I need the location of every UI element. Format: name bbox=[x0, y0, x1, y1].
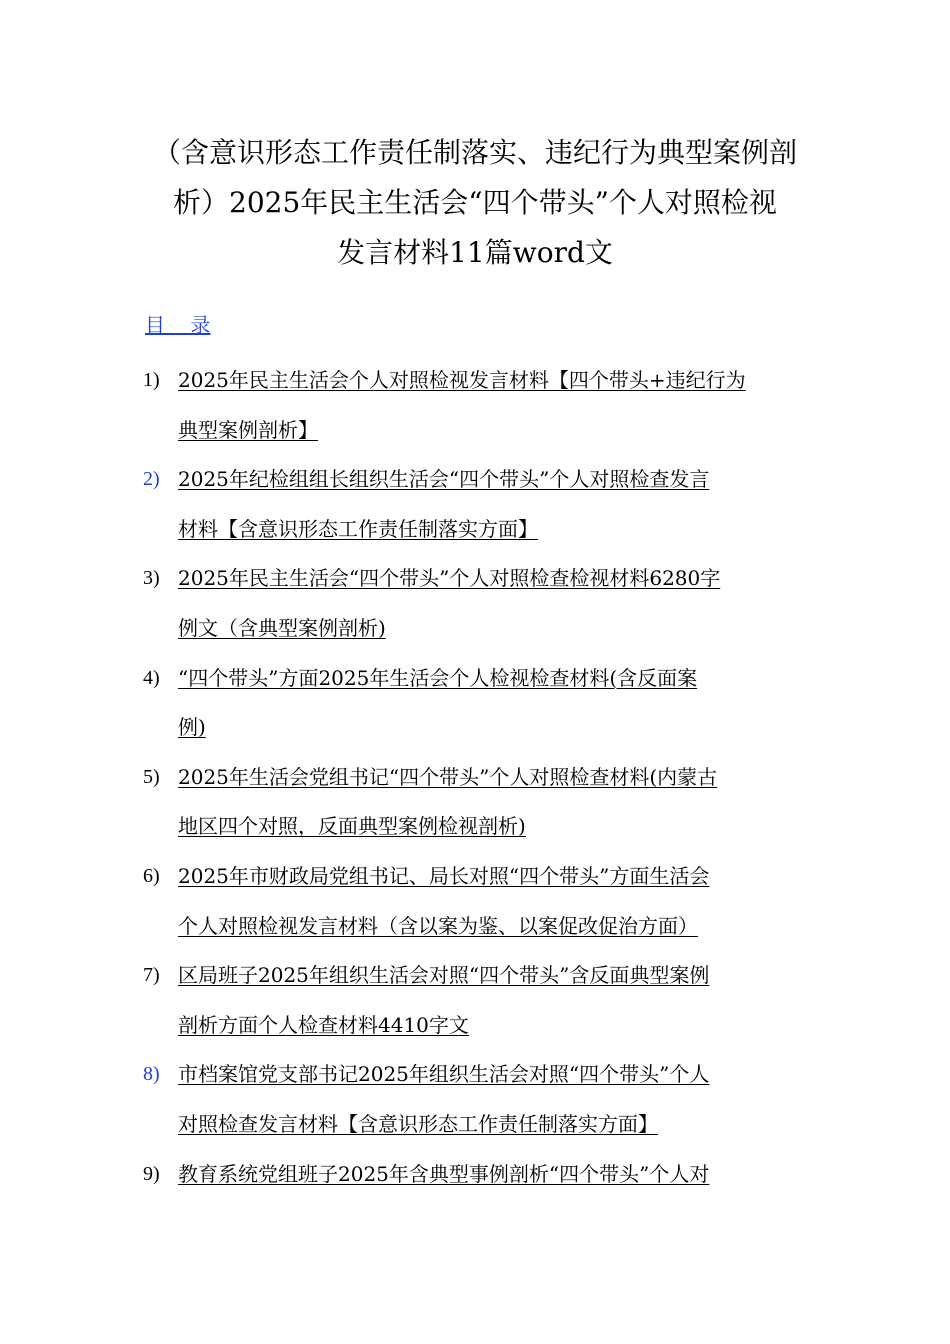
toc-link-4[interactable] bbox=[178, 654, 813, 753]
toc-item-2 bbox=[143, 455, 813, 554]
toc-link-line: 剖析方面个人检查材料4410字文 bbox=[178, 1012, 469, 1037]
toc-link-1[interactable] bbox=[178, 356, 813, 455]
document-title bbox=[130, 128, 820, 278]
toc-item-number: 2) bbox=[143, 468, 160, 491]
toc-link-5[interactable] bbox=[178, 753, 813, 852]
toc-link-8[interactable] bbox=[178, 1050, 813, 1149]
toc-link-line: 2025年民主生活会“四个带头”个人对照检查检视材料6280字 bbox=[178, 566, 721, 591]
toc-link-line: 例文（含典型案例剖析) bbox=[178, 615, 386, 640]
toc-link-7[interactable] bbox=[178, 951, 813, 1050]
toc-link-line: 个人对照检视发言材料（含以案为鉴、以案促改促治方面） bbox=[178, 913, 698, 938]
toc-link-line: “四个带头”方面2025年生活会个人检视检查材料(含反面案 bbox=[178, 665, 698, 690]
toc-link-line: 2025年生活会党组书记“四个带头”个人对照检查材料(内蒙古 bbox=[178, 764, 718, 789]
title-line-2: 析）2025年民主生活会“四个带头”个人对照检视 bbox=[173, 186, 777, 219]
toc-item-number: 3) bbox=[143, 567, 160, 590]
toc-link-line: 2025年民主生活会个人对照检视发言材料【四个带头+违纪行为 bbox=[178, 368, 746, 392]
toc-item-8 bbox=[143, 1050, 813, 1149]
toc-item-5 bbox=[143, 753, 813, 852]
title-line-3: 发言材料11篇word文 bbox=[337, 236, 613, 269]
toc-link-line: 2025年市财政局党组书记、局长对照“四个带头”方面生活会 bbox=[178, 863, 710, 888]
toc-item-4 bbox=[143, 654, 813, 753]
title-line-1: （含意识形态工作责任制落实、违纪行为典型案例剖 bbox=[152, 136, 797, 169]
toc-item-number: 4) bbox=[143, 666, 160, 689]
toc-link-9[interactable] bbox=[178, 1150, 813, 1200]
toc-link-line: 教育系统党组班子2025年含典型事例剖析“四个带头”个人对 bbox=[178, 1161, 710, 1186]
toc-link-3[interactable] bbox=[178, 554, 813, 653]
table-of-contents bbox=[143, 356, 813, 1199]
toc-link-line: 典型案例剖析】 bbox=[178, 417, 318, 442]
toc-item-7 bbox=[143, 951, 813, 1050]
toc-item-number: 6) bbox=[143, 864, 160, 887]
toc-item-number: 1) bbox=[143, 369, 160, 391]
toc-item-number: 7) bbox=[143, 964, 160, 987]
toc-link-line: 对照检查发言材料【含意识形态工作责任制落实方面】 bbox=[178, 1111, 658, 1136]
toc-link-6[interactable] bbox=[178, 852, 813, 951]
toc-heading-link[interactable]: 目 录 bbox=[145, 313, 211, 337]
toc-item-number: 9) bbox=[143, 1162, 160, 1185]
toc-item-number: 5) bbox=[143, 765, 160, 788]
toc-item-1 bbox=[143, 356, 813, 455]
toc-item-9 bbox=[143, 1150, 813, 1200]
toc-link-line: 2025年纪检组组长组织生活会“四个带头”个人对照检查发言 bbox=[178, 467, 710, 492]
toc-link-line: 市档案馆党支部书记2025年组织生活会对照“四个带头”个人 bbox=[178, 1062, 710, 1087]
toc-item-3 bbox=[143, 554, 813, 653]
toc-link-line: 材料【含意识形态工作责任制落实方面】 bbox=[178, 516, 538, 541]
toc-link-line: 例) bbox=[178, 715, 206, 740]
toc-item-6 bbox=[143, 852, 813, 951]
toc-link-2[interactable] bbox=[178, 455, 813, 554]
toc-link-line: 地区四个对照，反面典型案例检视剖析) bbox=[178, 814, 526, 839]
toc-link-line: 区局班子2025年组织生活会对照“四个带头”含反面典型案例 bbox=[178, 963, 710, 988]
toc-item-number: 8) bbox=[143, 1063, 160, 1086]
